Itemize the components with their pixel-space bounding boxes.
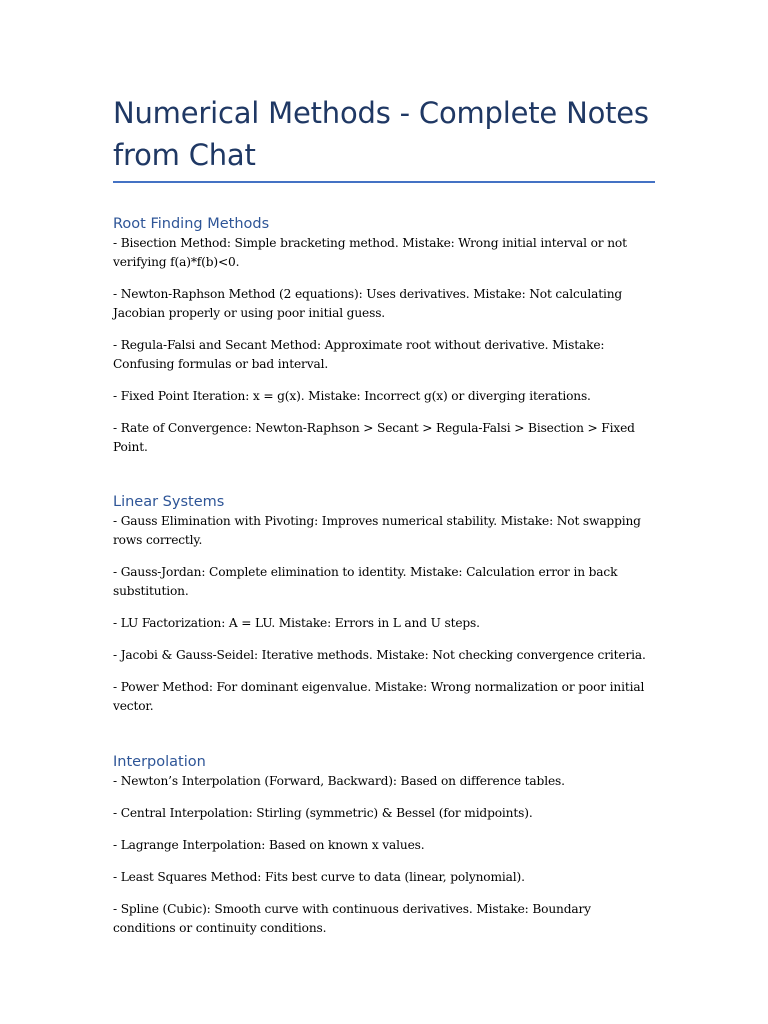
list-item: - Gauss-Jordan: Complete elimination to identity. Mistake: Calculation error in back substitution. <box>113 565 618 598</box>
list-item: - Rate of Convergence: Newton-Raphson > Secant > Regula-Falsi > Bisection > Fixed Point. <box>113 421 635 454</box>
list-item: - Bisection Method: Simple bracketing method. Mistake: Wrong initial interval or not verifying f(a)*f(b)<0. <box>113 236 627 269</box>
document-page <box>113 92 655 938</box>
list-item: - Fixed Point Iteration: x = g(x). Mistake: Incorrect g(x) or diverging iterations. <box>113 389 591 403</box>
list-item: - Lagrange Interpolation: Based on known x values. <box>113 838 425 852</box>
list-item: - Newton’s Interpolation (Forward, Backward): Based on difference tables. <box>113 774 565 788</box>
title-underline <box>113 181 655 183</box>
section-root-finding <box>113 214 655 457</box>
list-item: - Newton-Raphson Method (2 equations): Uses derivatives. Mistake: Not calculating Jacobian properly or using poor initial guess. <box>113 287 623 320</box>
section-heading: Interpolation <box>113 754 206 770</box>
list-item: - Gauss Elimination with Pivoting: Improves numerical stability. Mistake: Not swapping rows correctly. <box>113 514 641 547</box>
section-linear-systems <box>113 492 655 716</box>
list-item: - Spline (Cubic): Smooth curve with continuous derivatives. Mistake: Boundary conditions or continuity conditions. <box>113 902 591 935</box>
section-interpolation <box>113 752 655 938</box>
list-item: - Jacobi & Gauss-Seidel: Iterative methods. Mistake: Not checking convergence criteria. <box>113 648 646 662</box>
document-title: Numerical Methods - Complete Notes from Chat <box>113 96 649 172</box>
section-heading: Linear Systems <box>113 494 225 510</box>
list-item: - LU Factorization: A = LU. Mistake: Errors in L and U steps. <box>113 616 480 630</box>
list-item: - Central Interpolation: Stirling (symmetric) & Bessel (for midpoints). <box>113 806 533 820</box>
list-item: - Power Method: For dominant eigenvalue. Mistake: Wrong normalization or poor initial vector. <box>113 680 645 713</box>
list-item: - Least Squares Method: Fits best curve to data (linear, polynomial). <box>113 870 525 884</box>
section-heading: Root Finding Methods <box>113 216 270 232</box>
list-item: - Regula-Falsi and Secant Method: Approximate root without derivative. Mistake: Confusing formulas or bad interval. <box>113 338 605 371</box>
